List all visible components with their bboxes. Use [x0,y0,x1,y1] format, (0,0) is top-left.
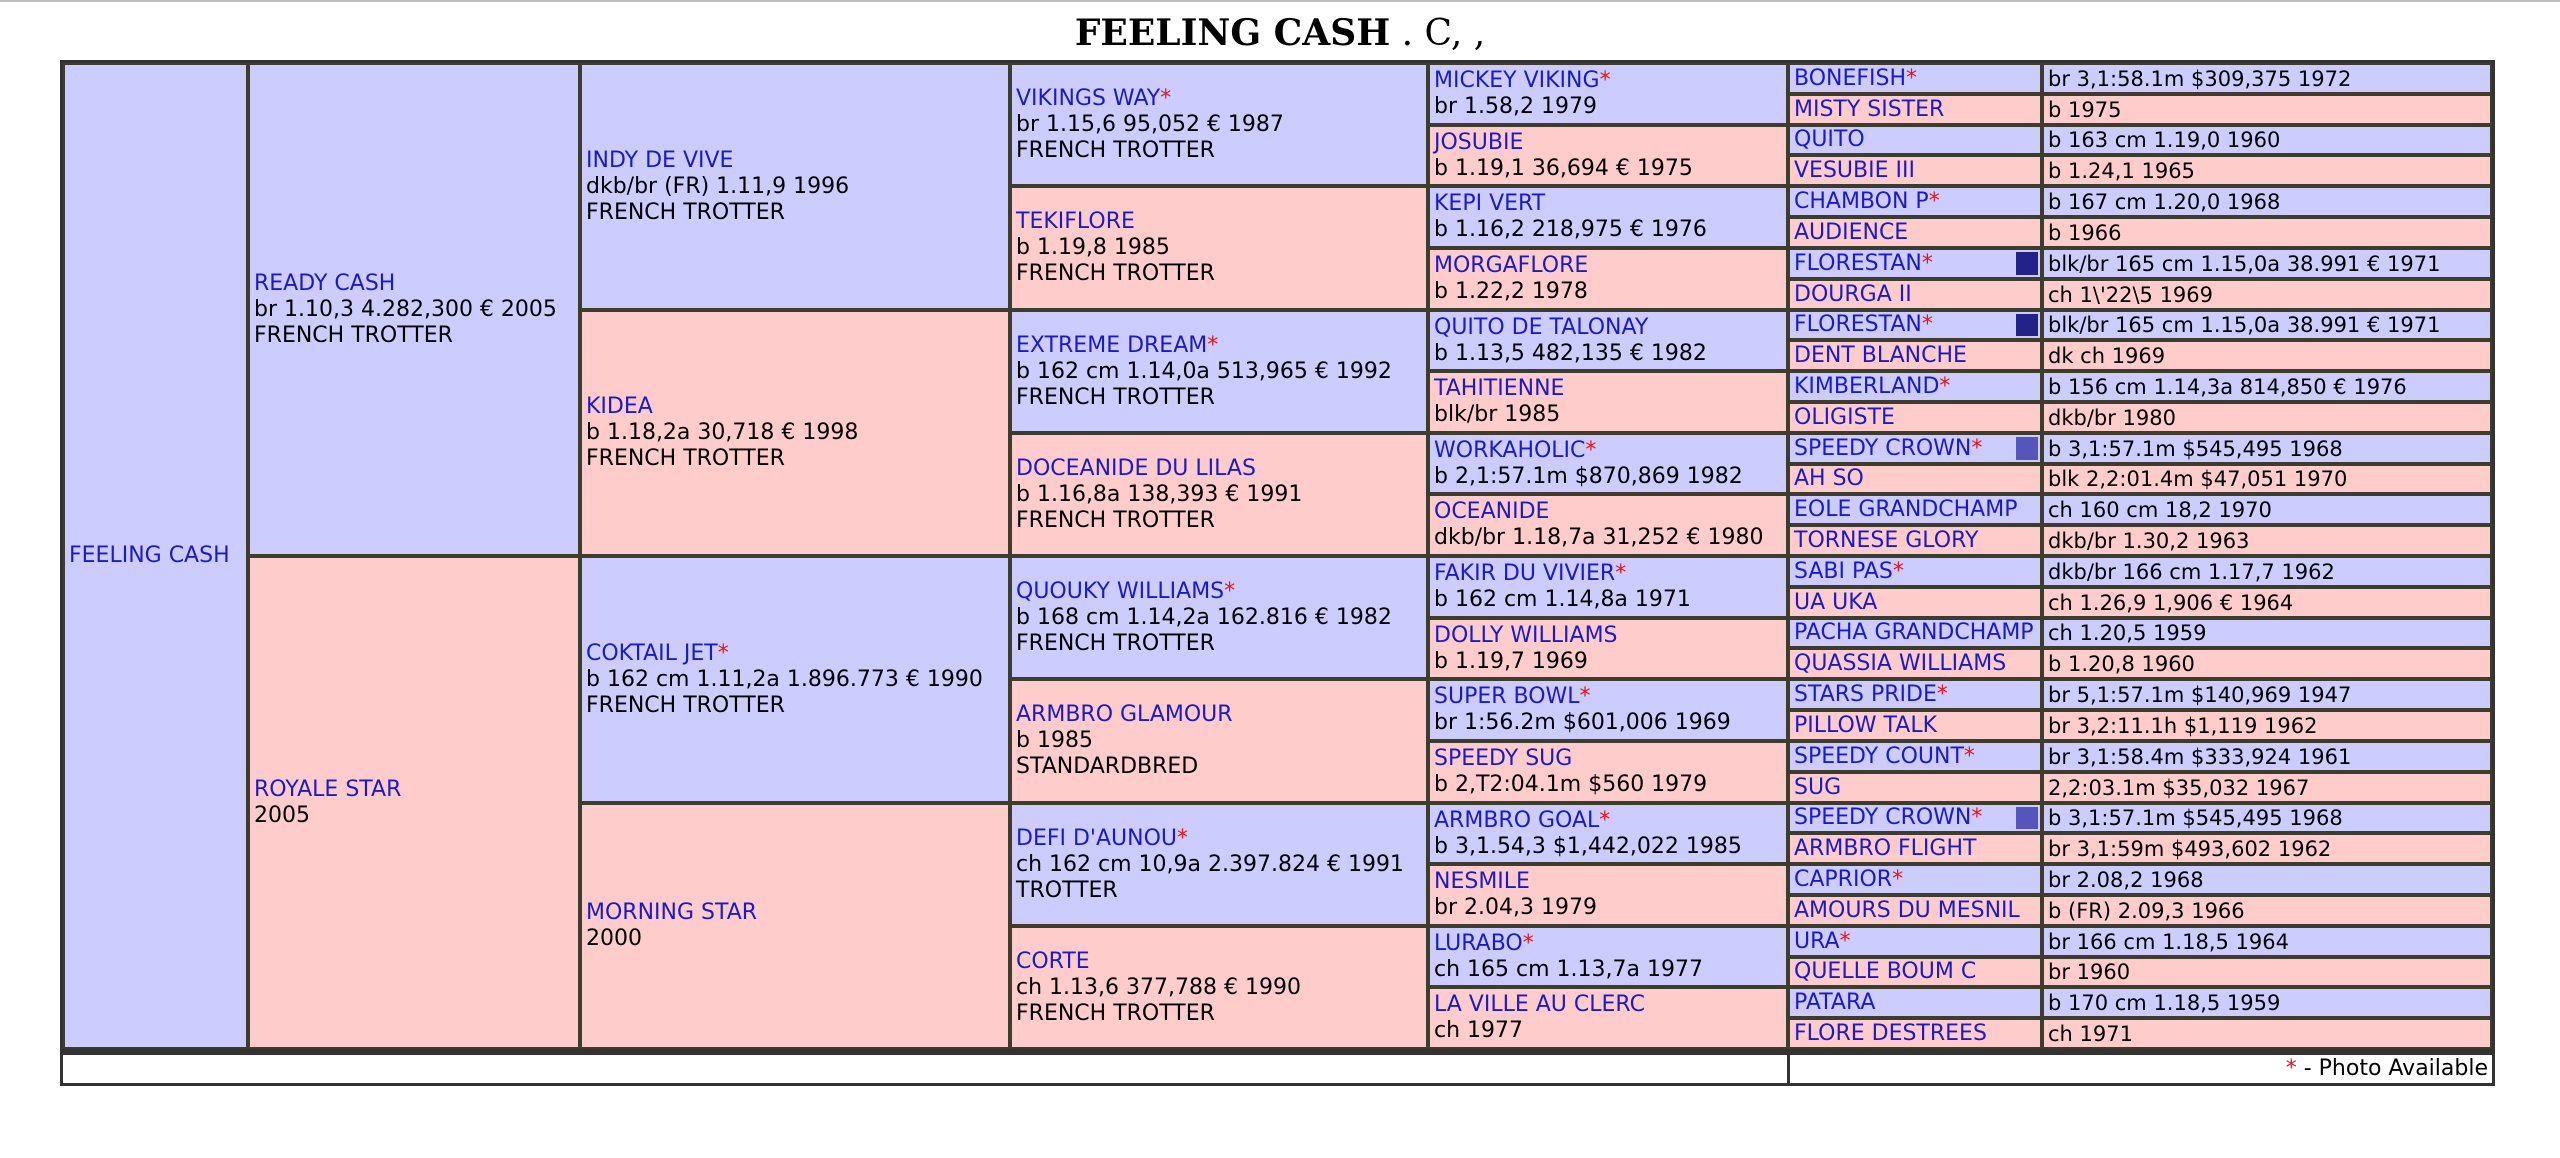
photo-star: * [1906,65,1918,91]
ancestor-name-link[interactable]: QUELLE BOUM C [1794,959,1977,984]
ancestor-record: b 1.20,8 1960 [2042,648,2492,679]
ancestor-name-link[interactable]: DOURGA II [1794,281,1912,307]
ancestor-cell [1428,186,1788,248]
ancestor-cell [1010,310,1428,433]
ancestor-cell [1788,63,2042,94]
ancestor-record: blk 2,2:01.4m $47,051 1970 [2042,464,2492,494]
ancestor-name-link[interactable]: QUASSIA WILLIAMS [1794,650,2007,676]
ancestor-record: b 167 cm 1.20,0 1968 [2042,186,2492,217]
ancestor-record: br 3,1:58.4m $333,924 1961 [2042,741,2492,772]
ancestor-cell [1010,556,1428,679]
ancestor-detail: 2000 [586,926,642,951]
photo-star: * [1615,561,1627,586]
photo-star: * [1585,437,1597,463]
ancestor-cell [1010,679,1428,803]
ancestor-cell [580,310,1010,556]
ancestor-record: ch 1.26,9 1,906 € 1964 [2042,587,2492,618]
ancestor-name-link[interactable]: SABI PAS [1794,558,1893,584]
photo-star: * [1177,825,1188,851]
ancestor-cell [248,63,580,556]
legend-text: - Photo Available [2296,1056,2488,1081]
ancestor-detail: b 1.19,1 36,694 € 1975 [1434,155,1693,181]
ancestor-name-link[interactable]: CHAMBON P [1794,188,1929,214]
ancestor-cell [1788,1018,2042,1049]
ancestor-detail: blk/br 1985 [1434,402,1561,427]
ancestor-detail: br 1.58,2 1979 [1434,94,1597,119]
ancestor-name-link[interactable]: PACHA GRANDCHAMP [1794,620,2034,645]
ancestor-cell [1428,310,1788,371]
photo-star: * [1599,807,1611,833]
ancestor-cell [1428,494,1788,556]
color-swatch [2016,807,2038,829]
ancestor-detail: b 1.19,8 1985 [1016,235,1170,260]
ancestor-name-link[interactable]: ARMBRO GLAMOUR [1016,702,1233,727]
ancestor-detail: FRENCH TROTTER [1016,137,1215,163]
ancestor-name-link[interactable]: FAKIR DU VIVIER [1434,561,1616,586]
ancestor-detail: ch 1977 [1434,1018,1524,1043]
ancestor-name-link[interactable]: SPEEDY CROWN [1794,805,1972,830]
ancestor-detail: b 1985 [1016,728,1093,753]
ancestor-cell [1788,248,2042,279]
ancestor-detail: b 1.16,8a 138,393 € 1991 [1016,481,1303,507]
ancestor-name-link[interactable]: UA UKA [1794,589,1878,615]
ancestor-cell [1428,926,1788,987]
ancestor-record: 2,2:03.1m $35,032 1967 [2042,772,2492,803]
photo-star: * [1892,866,1904,892]
ancestor-name-link[interactable]: VESUBIE III [1794,157,1915,183]
ancestor-cell [1428,987,1788,1049]
ancestor-detail: b 1.13,5 482,135 € 1982 [1434,340,1707,366]
ancestor-cell [1788,94,2042,125]
ancestor-cell [1428,618,1788,679]
ancestor-cell [1428,433,1788,494]
ancestor-name-link[interactable]: LURABO [1434,930,1523,956]
ancestor-cell [248,556,580,1049]
ancestor-cell [1788,741,2042,772]
ancestor-cell [1010,926,1428,1049]
ancestor-name-link[interactable]: DENT BLANCHE [1794,342,1967,368]
photo-star: * [1839,928,1851,954]
ancestor-name-link[interactable]: WORKAHOLIC [1434,437,1586,463]
ancestor-detail: ch 165 cm 1.13,7a 1977 [1434,956,1703,982]
ancestor-cell [1428,63,1788,125]
ancestor-record: dk ch 1969 [2042,340,2492,371]
photo-star: * [1971,805,1983,830]
ancestor-name-link[interactable]: PILLOW TALK [1794,712,1938,738]
ancestor-cell [1428,371,1788,433]
ancestor-name-link[interactable]: KEPI VERT [1434,191,1546,216]
ancestor-detail: ch 1.13,6 377,788 € 1990 [1016,974,1301,1000]
ancestor-record: br 3,1:58.1m $309,375 1972 [2042,63,2492,94]
ancestor-name-link[interactable]: OCEANIDE [1434,499,1550,524]
ancestor-cell [1788,125,2042,155]
ancestor-record: br 3,1:59m $493,602 1962 [2042,833,2492,864]
ancestor-detail: STANDARDBRED [1016,754,1199,779]
ancestor-name-link[interactable]: PATARA [1794,989,1876,1015]
ancestor-detail: ch 162 cm 10,9a 2.397.824 € 1991 [1016,851,1404,877]
legend-star: * [2285,1056,2297,1081]
photo-star: * [1921,250,1933,276]
ancestor-name-link[interactable]: READY CASH [254,270,396,296]
photo-star: * [1921,312,1933,337]
ancestor-cell [1010,63,1428,186]
ancestor-cell [1788,494,2042,525]
ancestor-name-link[interactable]: QUITO [1794,127,1865,152]
ancestor-name-link[interactable]: AUDIENCE [1794,219,1909,245]
ancestor-detail: FRENCH TROTTER [1016,507,1215,533]
title-horse-name: FEELING CASH [1074,12,1391,54]
page-title [0,12,2560,54]
ancestor-record: b 1975 [2042,94,2492,125]
ancestor-name-link[interactable]: TAHITIENNE [1434,376,1565,401]
photo-star: * [1936,681,1948,707]
ancestor-name-link[interactable]: URA [1794,928,1840,954]
ancestor-cell [1788,186,2042,217]
ancestor-name-link[interactable]: MORNING STAR [586,900,758,925]
ancestor-detail: b 162 cm 1.11,2a 1.896.773 € 1990 [586,666,983,692]
ancestor-cell [1788,987,2042,1018]
ancestor-detail: br 1.15,6 95,052 € 1987 [1016,111,1284,137]
ancestor-name-link[interactable]: KIDEA [586,394,653,419]
ancestor-name-link[interactable]: FLORESTAN [1794,250,1922,276]
photo-star: * [1599,68,1611,93]
ancestor-cell [1010,433,1428,556]
ancestor-name-link[interactable]: TEKIFLORE [1016,209,1135,234]
color-swatch [2016,314,2038,336]
ancestor-record: b 3,1:57.1m $545,495 1968 [2042,803,2492,833]
ancestor-record: dkb/br 166 cm 1.17,7 1962 [2042,556,2492,587]
ancestor-name-link[interactable]: COKTAIL JET [586,640,718,666]
ancestor-name-link[interactable]: ROYALE STAR [254,776,402,802]
ancestor-record: ch 1\'22\5 1969 [2042,279,2492,310]
ancestor-record: b 1966 [2042,217,2492,248]
ancestor-name-link[interactable]: FEELING CASH [69,543,230,568]
ancestor-cell [1428,556,1788,618]
ancestor-name-link[interactable]: INDY DE VIVE [586,147,734,173]
ancestor-detail: FRENCH TROTTER [1016,261,1215,286]
photo-star: * [1579,684,1591,709]
ancestor-name-link[interactable]: QUOUKY WILLIAMS [1016,578,1225,604]
ancestor-record: b 3,1:57.1m $545,495 1968 [2042,433,2492,464]
ancestor-cell [1428,248,1788,310]
ancestor-name-link[interactable]: SPEEDY COUNT [1794,743,1964,769]
ancestor-record: b 156 cm 1.14,3a 814,850 € 1976 [2042,371,2492,402]
ancestor-detail: b 2,1:57.1m $870,869 1982 [1434,463,1743,489]
top-divider [0,0,2560,2]
photo-star: * [1892,558,1904,584]
ancestor-cell [1788,310,2042,340]
ancestor-record: b 170 cm 1.18,5 1959 [2042,987,2492,1018]
title-suffix: . C, , [1401,13,1486,54]
ancestor-record: b 163 cm 1.19,0 1960 [2042,125,2492,155]
ancestor-detail: FRENCH TROTTER [1016,630,1215,656]
ancestor-name-link[interactable]: VIKINGS WAY [1016,85,1161,111]
ancestor-name-link[interactable]: MORGAFLORE [1434,253,1589,278]
ancestor-cell [1788,217,2042,248]
ancestor-detail: b 162 cm 1.14,0a 513,965 € 1992 [1016,358,1392,384]
ancestor-cell [580,63,1010,310]
ancestor-record: b 1.24,1 1965 [2042,155,2492,186]
ancestor-cell [1788,155,2042,186]
ancestor-record: br 3,2:11.1h $1,119 1962 [2042,710,2492,741]
ancestor-detail: b 2,T2:04.1m $560 1979 [1434,772,1708,797]
photo-star: * [1224,578,1236,604]
photo-star: * [1928,188,1940,214]
ancestor-cell [1788,833,2042,864]
ancestor-cell [1788,340,2042,371]
ancestor-cell [1010,803,1428,926]
ancestor-name-link[interactable]: NESMILE [1434,869,1530,894]
ancestor-detail: br 1:56.2m $601,006 1969 [1434,710,1731,735]
ancestor-name-link[interactable]: ARMBRO FLIGHT [1794,835,1977,861]
ancestor-detail: FRENCH TROTTER [586,692,785,718]
ancestor-record: ch 160 cm 18,2 1970 [2042,494,2492,525]
ancestor-name-link[interactable]: OLIGISTE [1794,404,1895,430]
ancestor-detail: b 1.19,7 1969 [1434,648,1588,674]
ancestor-name-link[interactable]: EXTREME DREAM [1016,332,1208,358]
ancestor-name-link[interactable]: LA VILLE AU CLERC [1434,992,1645,1017]
ancestor-name-link[interactable]: FLORESTAN [1794,312,1922,337]
ancestor-name-link[interactable]: MISTY SISTER [1794,96,1945,122]
ancestor-name-link[interactable]: QUITO DE TALONAY [1434,314,1649,340]
ancestor-cell [63,63,248,1049]
ancestor-detail: br 2.04,3 1979 [1434,895,1597,920]
photo-star: * [1160,85,1172,111]
photo-star: * [1939,373,1951,399]
ancestor-detail: FRENCH TROTTER [586,199,785,225]
ancestor-detail: br 1.10,3 4.282,300 € 2005 [254,296,557,322]
ancestor-name-link[interactable]: SPEEDY SUG [1434,746,1573,771]
ancestor-cell [1788,926,2042,957]
ancestor-record: ch 1.20,5 1959 [2042,618,2492,648]
ancestor-cell [1428,679,1788,741]
ancestor-detail: FRENCH TROTTER [1016,384,1215,410]
color-swatch [2016,437,2038,460]
ancestor-detail: b 1.18,2a 30,718 € 1998 [586,420,859,445]
ancestor-record: blk/br 165 cm 1.15,0a 38.991 € 1971 [2042,248,2492,279]
ancestor-cell [1428,125,1788,186]
ancestor-cell [1788,710,2042,741]
ancestor-record: dkb/br 1.30,2 1963 [2042,525,2492,556]
ancestor-detail: FRENCH TROTTER [586,446,785,471]
ancestor-detail: dkb/br (FR) 1.11,9 1996 [586,173,850,199]
ancestor-detail: dkb/br 1.18,7a 31,252 € 1980 [1434,525,1764,550]
ancestor-name-link[interactable]: TORNESE GLORY [1794,527,1979,553]
ancestor-detail: b 162 cm 1.14,8a 1971 [1434,587,1691,612]
ancestor-name-link[interactable]: FLORE DESTREES [1794,1020,1987,1046]
ancestor-detail: 2005 [254,802,310,828]
photo-legend [1787,1052,2495,1086]
ancestor-name-link[interactable]: CORTE [1016,948,1090,974]
ancestor-cell [1788,864,2042,895]
photo-star: * [717,640,729,666]
ancestor-detail: b 168 cm 1.14,2a 162.816 € 1982 [1016,604,1392,630]
ancestor-record: br 2.08,2 1968 [2042,864,2492,895]
footer-left-cell [60,1052,1790,1086]
pedigree-chart [60,60,2495,1052]
ancestor-name-link[interactable]: JOSUBIE [1434,129,1524,155]
ancestor-detail: FRENCH TROTTER [254,322,453,348]
ancestor-name-link[interactable]: DOCEANIDE DU LILAS [1016,455,1256,481]
ancestor-cell [1788,433,2042,464]
ancestor-record: dkb/br 1980 [2042,402,2492,433]
ancestor-name-link[interactable]: CAPRIOR [1794,866,1893,892]
ancestor-cell [1788,772,2042,803]
ancestor-cell [1788,803,2042,833]
ancestor-cell [1788,895,2042,926]
photo-star: * [1522,930,1534,956]
ancestor-name-link[interactable]: MICKEY VIKING [1434,68,1600,93]
ancestor-name-link[interactable]: STARS PRIDE [1794,681,1937,707]
ancestor-cell [1788,279,2042,310]
photo-star: * [1207,332,1219,358]
ancestor-name-link[interactable]: AMOURS DU MESNIL [1794,897,2020,923]
ancestor-cell [1788,618,2042,648]
ancestor-record: br 5,1:57.1m $140,969 1947 [2042,679,2492,710]
ancestor-name-link[interactable]: SUG [1794,774,1842,800]
ancestor-name-link[interactable]: DEFI D'AUNOU [1016,825,1177,851]
ancestor-cell [1788,679,2042,710]
ancestor-cell [1788,371,2042,402]
ancestor-name-link[interactable]: DOLLY WILLIAMS [1434,622,1618,648]
ancestor-record: br 1960 [2042,957,2492,987]
ancestor-cell [1788,464,2042,494]
ancestor-detail: b 3,1.54,3 $1,442,022 1985 [1434,833,1742,859]
ancestor-record: blk/br 165 cm 1.15,0a 38.991 € 1971 [2042,310,2492,340]
ancestor-cell [1788,587,2042,618]
ancestor-cell [580,803,1010,1049]
ancestor-name-link[interactable]: KIMBERLAND [1794,373,1940,399]
ancestor-name-link[interactable]: SUPER BOWL [1434,684,1580,709]
ancestor-name-link[interactable]: BONEFISH [1794,65,1907,91]
ancestor-cell [1788,957,2042,987]
ancestor-detail: b 1.16,2 218,975 € 1976 [1434,217,1707,242]
ancestor-record: br 166 cm 1.18,5 1964 [2042,926,2492,957]
ancestor-name-link[interactable]: EOLE GRANDCHAMP [1794,496,2018,522]
ancestor-cell [580,556,1010,803]
ancestor-cell [1010,186,1428,310]
ancestor-cell [1788,402,2042,433]
photo-star: * [1963,743,1975,769]
ancestor-record: ch 1971 [2042,1018,2492,1049]
ancestor-cell [1788,525,2042,556]
photo-star: * [1971,435,1983,461]
color-swatch [2016,252,2038,275]
ancestor-name-link[interactable]: SPEEDY CROWN [1794,435,1972,461]
ancestor-cell [1428,803,1788,864]
ancestor-detail: FRENCH TROTTER [1016,1000,1215,1026]
ancestor-name-link[interactable]: AH SO [1794,466,1864,491]
ancestor-cell [1428,864,1788,926]
ancestor-record: b (FR) 2.09,3 1966 [2042,895,2492,926]
ancestor-cell [1788,648,2042,679]
ancestor-detail: b 1.22,2 1978 [1434,279,1588,304]
ancestor-cell [1788,556,2042,587]
ancestor-name-link[interactable]: ARMBRO GOAL [1434,807,1600,833]
ancestor-detail: TROTTER [1016,877,1118,903]
ancestor-cell [1428,741,1788,803]
